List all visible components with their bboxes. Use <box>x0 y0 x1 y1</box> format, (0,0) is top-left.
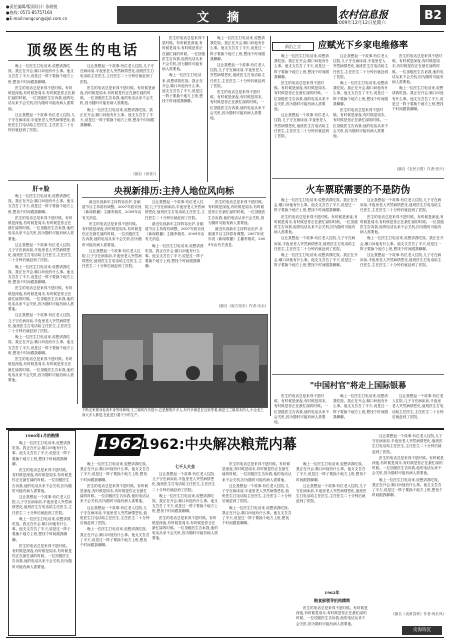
byline-cctv: (摘自《南方周末》作者:宋余) <box>218 304 266 308</box>
paragraph: 医生的电话总是来得不是时候。有时候是深夜,有时候是周末,有时候是你正在最忙碌的时候。一位顶级医生告诉我,他的电话从来不会关机,因为随时可能有病人需要他。 <box>222 462 292 482</box>
article-doctor-left <box>8 64 76 172</box>
paragraph: 晚上一位医生打电话来,说想请我吃饭。我正在开会,顺口问他有什么事。他支支吾吾了半天,说是过一阵子要换个地方上班,想找个时间跟我聊聊。 <box>274 198 358 213</box>
paragraph: 晚上一位医生打电话来,说想请我吃饭。我正在开会,顺口问他有什么事。他支支吾吾了半天,说是过一阵子要换个地方上班,想找个时间跟我聊聊。 <box>8 64 74 84</box>
paragraph: 医生的电话总是来得不是时候。有时候是深夜,有时候是周末,有时候是你正在最忙碌的时候。一位顶级医生告诉我,他的电话从来不会关机,因为随时可能有病人需要他。 <box>152 515 218 541</box>
paragraph: 医生的电话总是来得不是时候。有时候是深夜,有时候是周末,有时候是你正在最忙碌的时候。一位顶级医生告诉我,他的电话从来不会关机,因为随时可能有病人需要他。 <box>80 85 156 106</box>
paragraph: 这让我想起一个故事:有位老人住院,儿子守在病床前,半夜里老人突然病情恶化,值班医生打电话给主任医生,主任医生二十分钟后就赶到了医院。 <box>360 198 442 213</box>
paragraph: 这让我想起一个故事:有位老人住院,儿子守在病床前,半夜里老人突然病情恶化,值班医生打电话给主任医生,主任医生二十分钟后就赶到了医院。 <box>210 63 266 88</box>
paragraph: 晚上一位医生打电话来,说想请我吃饭。我正在开会,顺口问他有什么事。他支支吾吾了半天,说是过一阵子要换个地方上班,想找个时间跟我聊聊。 <box>80 462 150 482</box>
paragraph: 医生的电话总是来得不是时候。有时候是深夜,有时候是周末,有时候是你正在最忙碌的时候。一位顶级医生告诉我,他的电话从来不会关机,因为随时可能有病人需要他。 <box>274 81 330 112</box>
index-line: ●责任编辑/版面设计: 张晓锐 <box>6 4 58 9</box>
article-appliance-1 <box>274 54 330 172</box>
headline-cctv: 央视新排历:主持人地位风向标 <box>113 187 235 197</box>
article-grain-6 <box>372 434 444 620</box>
paragraph: 晚上一位医生打电话来,说想请我吃饭。我正在开会,顺口问他有什么事。他支支吾吾了半天,说是过一阵子要换个地方上班,想找个时间跟我聊聊。 <box>8 194 74 214</box>
column-rule <box>270 36 271 416</box>
subhead-7000: 七千人大会 <box>175 464 195 469</box>
headline-liver: 肝+脸 <box>32 186 50 193</box>
article-cctv-1 <box>82 200 142 310</box>
paragraph: 晚上一位医生打电话来,说想请我吃饭。我正在开会,顺口问他有什么事。他支支吾吾了半天,说是过一阵子要换个地方上班,想找个时间跟我聊聊。 <box>296 462 367 482</box>
paragraph: 医生的电话总是来得不是时候。有时候是深夜,有时候是周末,有时候是你正在最忙碌的时候。一位顶级医生告诉我,他的电话从来不会关机,因为随时可能有病人需要他。 <box>372 455 444 476</box>
section-title: 文摘 <box>196 10 257 24</box>
paragraph: 这让我想起一个故事:有位老人住院,儿子守在病床前,半夜里老人突然病情恶化,值班医生打电话给主任医生,主任医生二十分钟后就赶到了医院。 <box>333 54 389 79</box>
article-ticket-1 <box>274 198 358 358</box>
column-rule <box>77 184 78 404</box>
paragraph: 医生的电话总是来得不是时候。有时候是深夜,有时候是周末,有时候是你正在最忙碌的时候。一位顶级医生告诉我,他的电话从来不会关机,因为随时可能有病人需要他。 <box>274 394 330 424</box>
byline-grain: (摘自《炎黄春秋》作者:尚长风) <box>393 612 444 616</box>
article-grain-3 <box>222 462 292 634</box>
byline-doctor: (摘自《读者》) <box>133 172 156 176</box>
paragraph: 晚上一位医生打电话来,说想请我吃饭。我正在开会,顺口问他有什么事。他支支吾吾了半天,说是过一阵子要换个地方上班,想找个时间跟我聊聊。 <box>360 236 444 251</box>
paragraph: 最近央视新年主持阵容出炉,各频道节目主持将有调整。2007年底央视《新闻联播》主播李瑞英、2009年由有关消息, <box>208 227 266 247</box>
article-grain-5 <box>296 606 368 634</box>
divider <box>8 180 158 181</box>
headline-appliance: 应赋光下乡家电维修率 <box>318 41 409 51</box>
paragraph: 晚上一位医生打电话来,说想请我吃饭。我正在开会,顺口问他有什么事。他支支吾吾了半天,说是过一阵子要换个地方上班,想找个时间跟我聊聊。 <box>210 36 266 61</box>
divider <box>272 374 444 375</box>
paragraph: 晚上一位医生打电话来,说想请我吃饭。我正在开会,顺口问他有什么事。他支支吾吾了半天,说是过一阵子要换个地方上班,想找个时间跟我聊聊。 <box>372 477 443 498</box>
article-grain-1 <box>80 462 150 634</box>
paragraph: 医生的电话总是来得不是时候。有时候是深夜,有时候是周末,有时候是你正在最忙碌的时候。一位顶级医生告诉我,他的电话从来不会关机,因为随时可能有病人需要他。 <box>82 221 142 247</box>
paragraph: 医生的电话总是来得不是时候。有时候是深夜,有时候是周末,有时候是你正在最忙碌的时候。一位顶级医生告诉我,他的电话从来不会关机,因为随时可能有病人需要他。 <box>274 214 358 235</box>
headline-village-official: "中国村官"将走上国际银幕 <box>309 380 407 390</box>
headline-grain <box>140 434 340 458</box>
article-village-3 <box>392 394 444 424</box>
paragraph: 晚上一位医生打电话来,说想请我吃饭。我正在开会,顺口问他有什么事。他支支吾吾了半天,说是过一阵子要换个地方上班,想找个时间跟我聊聊。 <box>222 505 292 526</box>
article-appliance-2 <box>333 54 389 172</box>
paragraph: 最近央视新年主持阵容出炉,各频道节目主持将有调整。2007年底央视《新闻联播》主播李瑞英、2009年由有关消息, <box>145 221 205 242</box>
paragraph: 医生的电话总是来得不是时候。有时候是深夜,有时候是周末,有时候是你正在最忙碌的时候。一位顶级医生告诉我,他的电话从来不会关机,因为随时可能有病人需要他。 <box>8 215 74 241</box>
masthead <box>6 4 446 30</box>
paragraph: 晚上一位医生打电话来,说想请我吃饭。我正在开会,顺口问他有什么事。他支支吾吾了半天,说是过一阵子要换个地方上班,想找个时间跟我聊聊。 <box>333 394 389 419</box>
year-badge-text: 1962 <box>97 434 143 453</box>
index-line: ●E-mail:nongcun@zjol.com.cn <box>6 16 68 21</box>
history-tag: 史海钩沉 <box>402 626 442 635</box>
paragraph: 晚上一位医生打电话来,说想请我吃饭。我正在开会,顺口问他有什么事。他支支吾吾了半天,说是过一阵子要换个地方上班,想找个时间跟我聊聊。 <box>8 335 74 355</box>
headline-doctor: 顶级医生的电话 <box>27 43 139 59</box>
paragraph: 医生的电话总是来得不是时候。有时候是深夜,有时候是周末,有时候是你正在最忙碌的时候。一位顶级医生告诉我,他的电话从来不会关机,因为随时可能有病人需要他。 <box>333 108 389 139</box>
paragraph: 这让我想起一个故事:有位老人住院,儿子守在病床前,半夜里老人突然病情恶化,值班医生打电话给主任医生,主任医生二十分钟后就赶到了医院。 <box>360 253 442 268</box>
paragraph: 晚上一位医生打电话来,说想请我吃饭。我正在开会,顺口问他有什么事。他支支吾吾了半天,说是过一阵子要换个地方上班,想找个时间跟我聊聊。 <box>392 86 444 112</box>
article-liver <box>8 194 74 404</box>
paragraph: 晚上一位医生打电话来,说想请我吃饭。我正在开会,顺口问他有什么事。他支支吾吾了半天,说是过一阵子要换个地方上班,想找个时间跟我聊聊。 <box>8 264 74 285</box>
paragraph: 医生的电话总是来得不是时候。有时候是深夜,有时候是周末,有时候是你正在最忙碌的时候。一位顶级医生告诉我,他的电话从来不会关机,因为随时可能有病人需要他。 <box>8 357 74 382</box>
index-line: ●热线: 0571-85757164 <box>6 10 53 15</box>
paragraph: 医生的电话总是来得不是时候。有时候是深夜,有时候是周末,有时候是你正在最忙碌的时候。一位顶级医生告诉我,他的电话从来不会关机,因为随时可能有病人需要他。 <box>8 286 74 312</box>
masthead-index <box>6 4 116 22</box>
paragraph: 这让我想起一个故事:有位老人住院,儿子守在病床前,半夜里老人突然病情恶化,值班医生打电话给主任医生,主任医生二十分钟后就赶到了医院。 <box>8 112 75 133</box>
paragraph: 这让我想起一个故事:有位老人住院,儿子守在病床前,半夜里老人突然病情恶化,值班医生打电话给主任医生,主任医生二十分钟后就赶到了医院。 <box>274 236 356 251</box>
issue-date: 2009年12月12日星期六 <box>336 21 386 26</box>
byline-appliance: (摘自《农民日报》作者:张兴) <box>396 167 444 171</box>
article-side-right <box>210 36 266 180</box>
subhead-grain-dept: 粮食部领导机构精简 <box>314 598 350 603</box>
paper-name: 农村信息报 <box>338 10 388 21</box>
paragraph: 这让我想起一个故事:有位老人住院,儿子守在病床前,半夜里老人突然病情恶化,值班医生打电话给主任医生,主任医生二十分钟后就赶到了医院。 <box>274 113 330 139</box>
column-rule <box>207 36 208 182</box>
paragraph: 晚上一位医生打电话来,说想请我吃饭。我正在开会,顺口问他有什么事。他支支吾吾了半天,说是过一阵子要换个地方上班,想找个时间跟我聊聊。 <box>80 527 150 548</box>
paragraph: 医生的电话总是来得不是时候。有时候是深夜,有时候是周末,有时候是你正在最忙碌的时候。一位顶级医生告诉我,他的电话从来不会关机,因为随时可能有病人需要他。 <box>12 468 72 493</box>
paragraph: 医生的电话总是来得不是时候。有时候是深夜,有时候是周末,有时候是你正在最忙碌的时候。一位顶级医生告诉我,他的电话从来不会关机,因为随时可能有病人需要他。 <box>360 214 444 235</box>
paragraph: 医生的电话总是来得不是时候。有时候是深夜,有时候是周末,有时候是你正在最忙碌的时候。一位顶级医生告诉我,他的电话从来不会关机,因为随时可能有病人需要他。 <box>208 200 266 225</box>
paragraph: 这让我想起一个故事:有位老人住院,儿子守在病床前,半夜里老人突然病情恶化,值班医生打电话给主任医生,主任医生二十分钟后就赶到了医院。 <box>296 483 367 504</box>
article-cctv-2 <box>145 200 205 310</box>
paragraph: 晚上一位医生打电话来,说想请我吃饭。我正在开会,顺口问他有什么事。他支支吾吾了半天,说是过一阵子要换个地方上班,想找个时间跟我聊聊。 <box>145 243 204 269</box>
article-grain-4 <box>296 462 368 586</box>
paragraph: 医生的电话总是来得不是时候。有时候是深夜,有时候是周末,有时候是你正在最忙碌的时候。一位顶级医生告诉我,他的电话从来不会关机,因为随时可能有病人需要他。 <box>8 85 75 111</box>
subhead-1962: 1962年 <box>324 590 340 595</box>
article-appliance-3 <box>392 54 444 166</box>
article-center-top <box>162 36 206 180</box>
photo-caption: 不断走家棉身检查车身等待修理,王兰镇的作坊很小,总是聚集许多人,有许多就是在这里等着,就是王兰镇周末的人,小企业之间大多人都是,在此进行着不少的生产。 <box>82 408 264 417</box>
section-tag: 前沿之言 <box>272 42 314 51</box>
paragraph: 晚上一位医生打电话来,说想请我吃饭。我正在开会,顺口问他有什么事。他支支吾吾了半天,说是过一阵子要换个地方上班,想找个时间跟我聊聊。 <box>12 441 71 466</box>
paragraph: 这让我想起一个故事:有位老人住院,儿子守在病床前,半夜里老人突然病情恶化,值班医生打电话给主任医生,主任医生二十分钟后就赶到了医院。 <box>372 434 443 454</box>
paragraph: 这让我想起一个故事:有位老人住院,儿子守在病床前,半夜里老人突然病情恶化,值班医生打电话给主任医生,主任医生二十分钟后就赶到了医院。 <box>152 472 216 492</box>
paragraph: 医生的电话总是来得不是时候。有时候是深夜,有时候是周末,有时候是你正在最忙碌的时候。一位顶级医生告诉我,他的电话从来不会关机,因为随时可能有病人需要他。 <box>162 36 206 72</box>
side-box <box>8 430 76 636</box>
paragraph: 这让我想起一个故事:有位老人住院,儿子守在病床前,半夜里老人突然病情恶化,值班医生打电话给主任医生,主任医生二十分钟后就赶到了医院。 <box>8 242 72 263</box>
section-band <box>117 6 337 24</box>
side-box-text <box>12 441 72 627</box>
article-village-2 <box>333 394 389 424</box>
article-cctv-3 <box>208 200 266 304</box>
column-rule <box>159 36 160 182</box>
paragraph: 晚上一位医生打电话来,说想请我吃饭。我正在开会,顺口问他有什么事。他支支吾吾了半天,说是过一阵子要换个地方上班,想找个时间跟我聊聊。 <box>274 54 330 79</box>
paragraph: 晚上一位医生打电话来,说想请我吃饭。我正在开会,顺口问他有什么事。他支支吾吾了半天,说是过一阵子要换个地方上班,想找个时间跟我聊聊。 <box>12 516 71 542</box>
paragraph: 晚上一位医生打电话来,说想请我吃饭。我正在开会,顺口问他有什么事。他支支吾吾了半天,说是过一阵子要换个地方上班,想找个时间跟我聊聊。 <box>152 493 218 514</box>
photo-scene <box>83 315 267 407</box>
page-code: B2 <box>420 5 446 25</box>
paragraph: 晚上一位医生打电话来,说想请我吃饭。我正在开会,顺口问他有什么事。他支支吾吾了半天,说是过一阵子要换个地方上班,想找个时间跟我聊聊。 <box>274 253 358 268</box>
paragraph: 这让我想起一个故事:有位老人住院,儿子守在病床前,半夜里老人突然病情恶化,值班医生打电话给主任医生,主任医生二十分钟后就赶到了医院。 <box>80 505 150 526</box>
paragraph: 晚上一位医生打电话来,说想请我吃饭。我正在开会,顺口问他有什么事。他支支吾吾了半天,说是过一阵子要换个地方上班,想找个时间跟我聊聊。 <box>80 107 155 128</box>
paragraph: 这让我想起一个故事:有位老人住院,儿子守在病床前,半夜里老人突然病情恶化,值班医生打电话给主任医生,主任医生二十分钟后就赶到了医院。 <box>222 483 292 504</box>
paragraph: 医生的电话总是来得不是时候。有时候是深夜,有时候是周末,有时候是你正在最忙碌的时候。一位顶级医生告诉我,他的电话从来不会关机,因为随时可能有病人需要他。 <box>210 90 266 121</box>
headline-ticket: 火车票联需要的不是防伪 <box>305 185 411 196</box>
masthead-rule <box>6 31 444 32</box>
paragraph: 这让我想起一个故事:有位老人住院,儿子守在病床前,半夜里老人突然病情恶化,值班医生打电话给主任医生,主任医生二十分钟后就赶到了医院。 <box>392 394 444 419</box>
paragraph: 这让我想起一个故事:有位老人住院,儿子守在病床前,半夜里老人突然病情恶化,值班医生打电话给主任医生,主任医生二十分钟后就赶到了医院。 <box>80 64 155 84</box>
paragraph: 医生的电话总是来得不是时候。有时候是深夜,有时候是周末,有时候是你正在最忙碌的时候。一位顶级医生告诉我,他的电话从来不会关机,因为随时可能有病人需要他。 <box>80 483 150 504</box>
paragraph: 这让我想起一个故事:有位老人住院,儿子守在病床前,半夜里老人突然病情恶化,值班医生打电话给主任医生,主任医生二十分钟后就赶到了医院。 <box>12 495 72 515</box>
headline-grain-text: 1962:中央解决粮荒内幕 <box>140 437 297 453</box>
article-village-1 <box>274 394 330 424</box>
article-doctor-right <box>80 64 156 172</box>
paragraph: 最近央视新年主持阵容出炉,各频道节目主持将有调整。2007年底央视《新闻联播》主播李瑞英、2009年由有关消息, <box>82 200 142 220</box>
paragraph: 晚上一位医生打电话来,说想请我吃饭。我正在开会,顺口问他有什么事。他支支吾吾了半天,说是过一阵子要换个地方上班,想找个时间跟我聊聊。 <box>162 73 203 104</box>
paragraph: 这让我想起一个故事:有位老人住院,儿子守在病床前,半夜里老人突然病情恶化,值班医生打电话给主任医生,主任医生二十分钟后就赶到了医院。 <box>8 313 72 334</box>
news-photo <box>82 314 268 408</box>
divider <box>82 197 266 198</box>
side-box-title: 1960年1月的粮情 <box>25 433 59 438</box>
paragraph: 这让我想起一个故事:有位老人住院,儿子守在病床前,半夜里老人突然病情恶化,值班医生打电话给主任医生,主任医生二十分钟后就赶到了医院。 <box>145 200 205 220</box>
paragraph: 这让我想起一个故事:有位老人住院,儿子守在病床前,半夜里老人突然病情恶化,值班医生打电话给主任医生,主任医生二十分钟后就赶到了医院。 <box>82 248 142 269</box>
divider <box>8 60 158 61</box>
article-grain-2 <box>152 472 218 634</box>
paragraph: 晚上一位医生打电话来,说想请我吃饭。我正在开会,顺口问他有什么事。他支支吾吾了半天,说是过一阵子要换个地方上班,想找个时间跟我聊聊。 <box>333 81 389 106</box>
divider <box>272 178 444 179</box>
paragraph: 医生的电话总是来得不是时候。有时候是深夜,有时候是周末,有时候是你正在最忙碌的时候。一位顶级医生告诉我,他的电话从来不会关机,因为随时可能有病人需要他。 <box>296 606 368 626</box>
paragraph: 医生的电话总是来得不是时候。有时候是深夜,有时候是周末,有时候是你正在最忙碌的时候。一位顶级医生告诉我,他的电话从来不会关机,因为随时可能有病人需要他。 <box>12 543 72 569</box>
paragraph: 医生的电话总是来得不是时候。有时候是深夜,有时候是周末,有时候是你正在最忙碌的时候。一位顶级医生告诉我,他的电话从来不会关机,因为随时可能有病人需要他。 <box>392 54 444 85</box>
page-bottom-rule <box>6 637 444 638</box>
article-ticket-2 <box>360 198 444 358</box>
